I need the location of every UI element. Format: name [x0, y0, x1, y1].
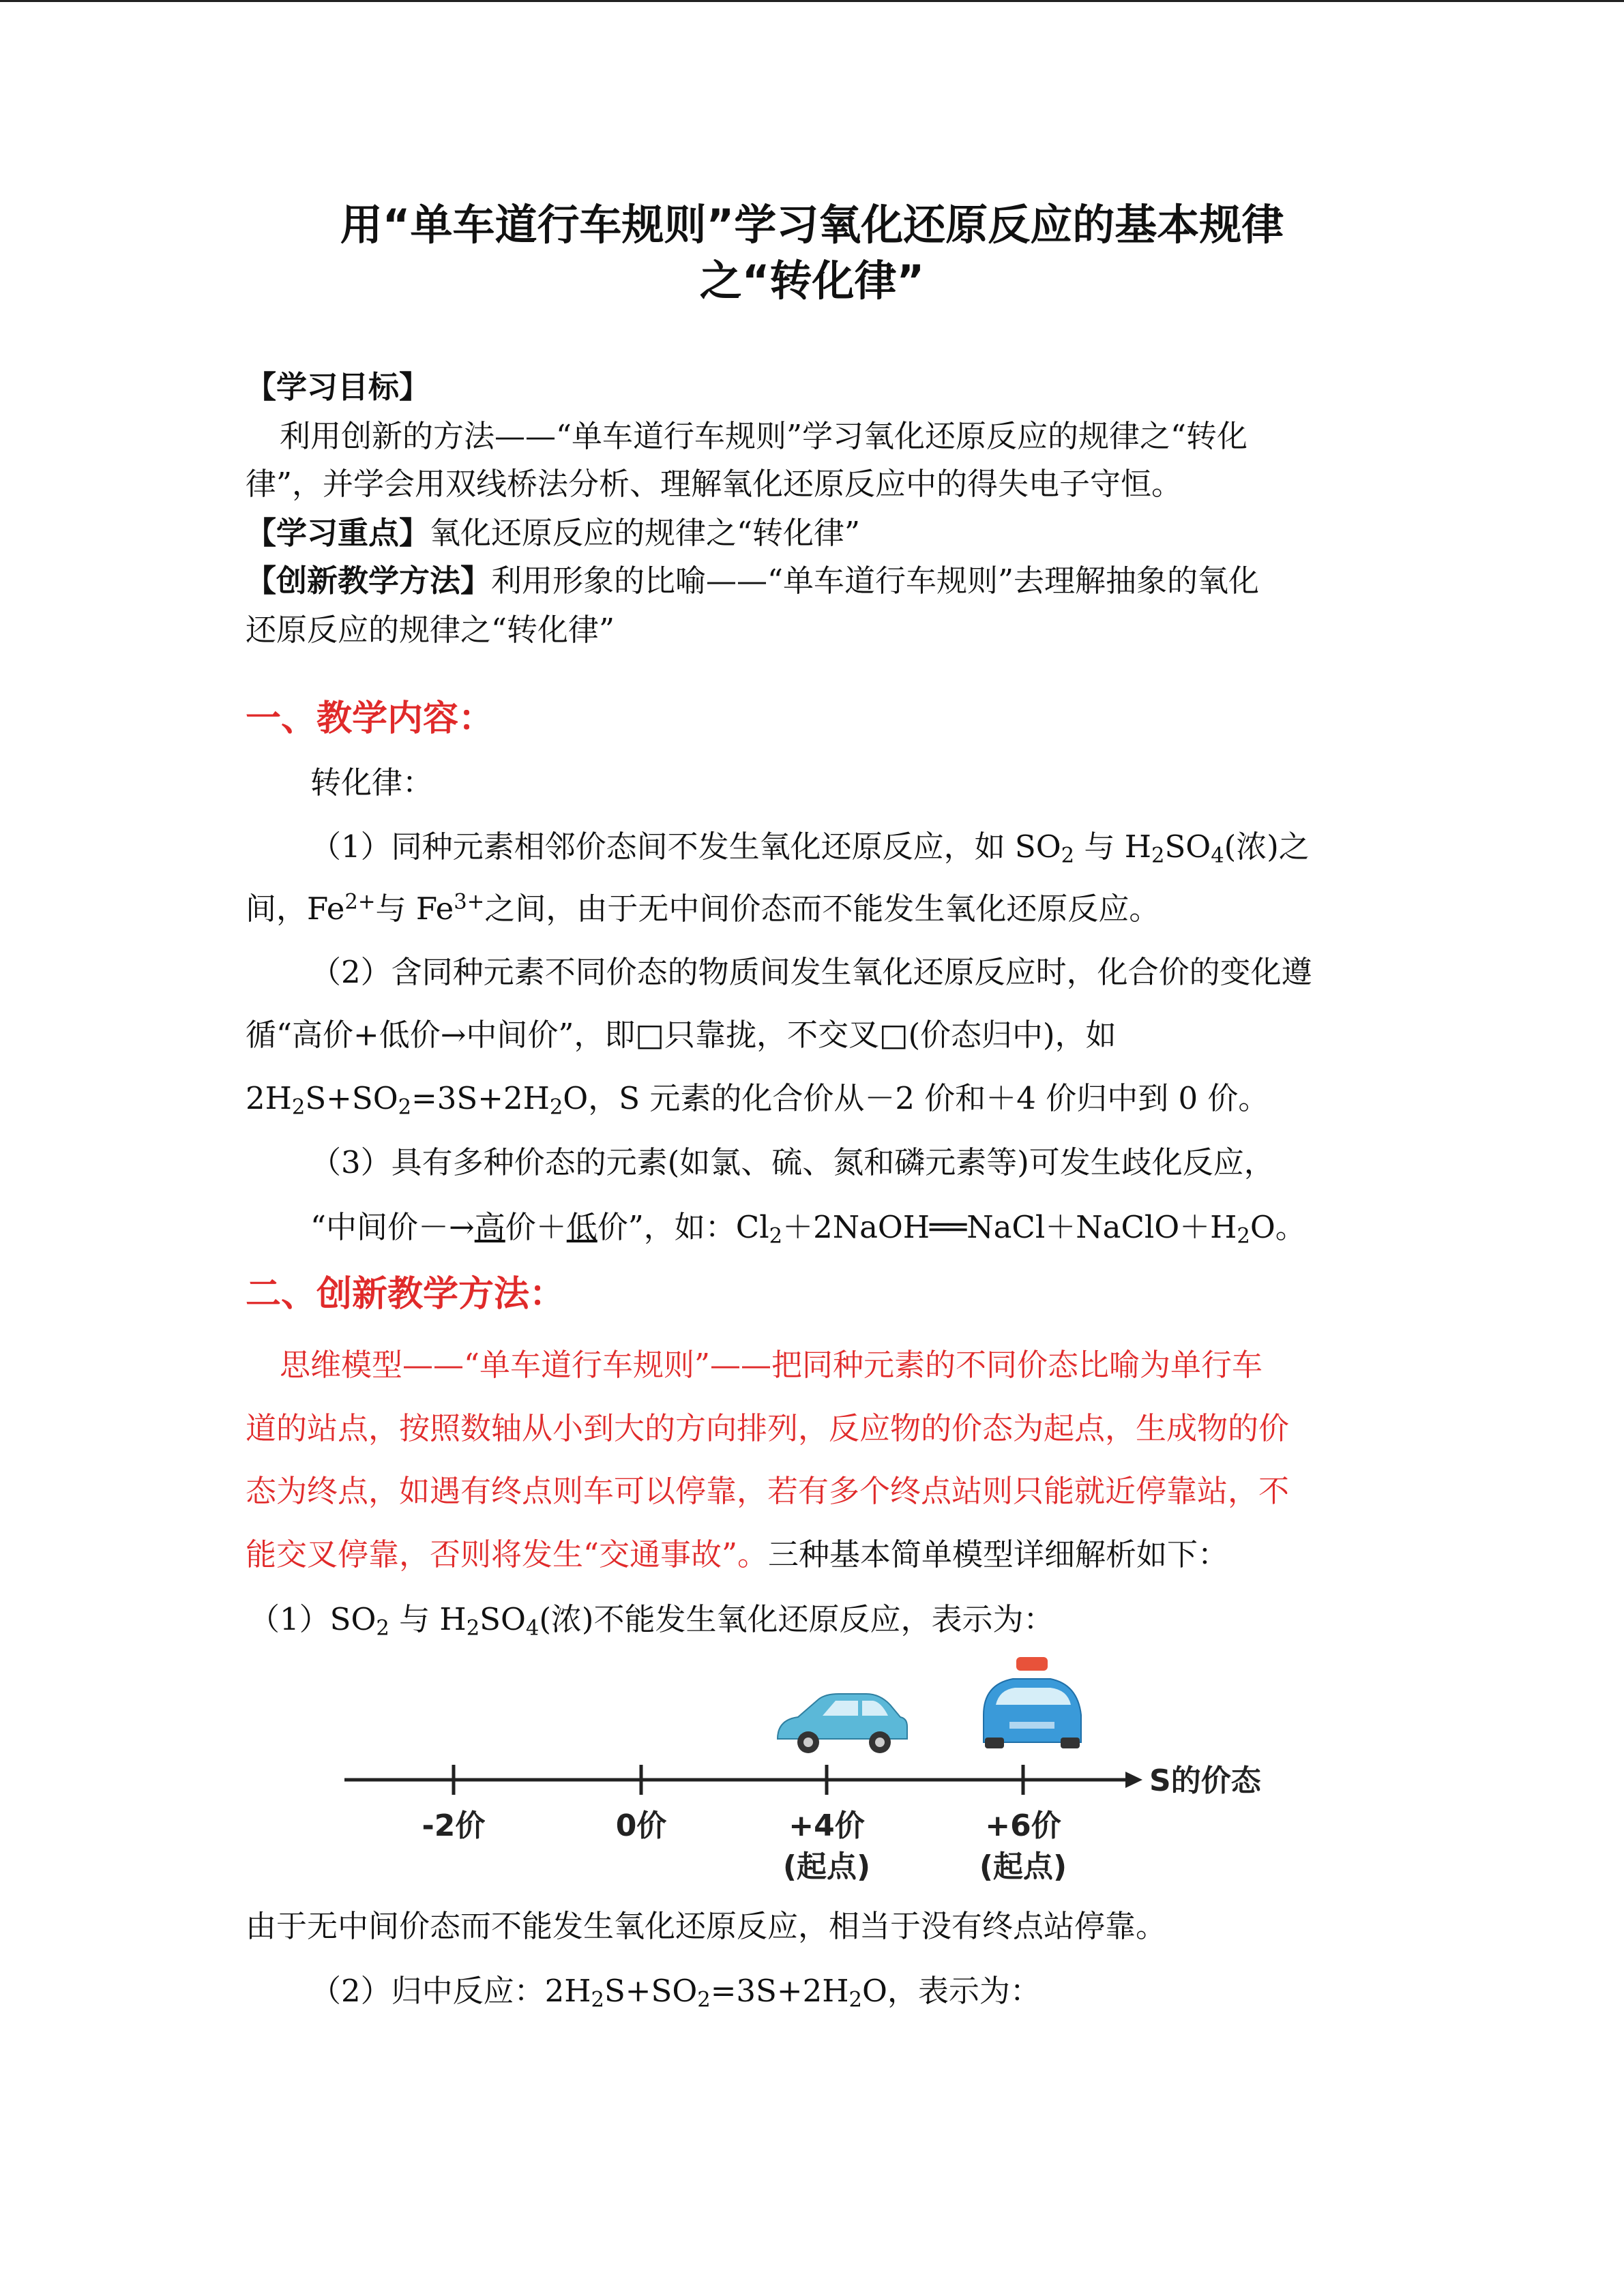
valence-axis-diagram	[334, 1657, 1289, 1889]
tick-label: +4价	[788, 1808, 865, 1843]
key-point-label: 【学习重点】	[246, 515, 430, 551]
tick-label: +6价	[985, 1808, 1061, 1843]
model-text-1: 思维模型——“单车道行车规则”——把同种元素的不同价态比喻为单行车	[280, 1347, 1263, 1383]
model-text-3: 态为终点，如遇有终点则车可以停靠，若有多个终点站则只能就近停靠站，不	[246, 1473, 1290, 1509]
page-title-line2: 之“转化律”	[699, 256, 925, 305]
section1-intro: 转化律：	[310, 764, 434, 801]
model-text-4: 能交叉停靠，否则将发生“交通事故”。三种基本简单模型详细解析如下：	[246, 1536, 1229, 1572]
case1-conclusion: 由于无中间价态而不能发生氧化还原反应，相当于没有终点站停靠。	[246, 1908, 1167, 1944]
method-text-2: 还原反应的规律之“转化律”	[246, 612, 615, 648]
method-text-1: 利用形象的比喻——“单车道行车规则”去理解抽象的氧化	[491, 563, 1260, 599]
rule2-line1: （2）含同种元素不同价态的物质间发生氧化还原反应时，化合价的变化遵	[310, 954, 1312, 990]
model-text-2: 道的站点，按照数轴从小到大的方向排列，反应物的价态为起点，生成物的价	[246, 1410, 1290, 1446]
top-border	[0, 0, 1624, 2]
rule2-line3: $2H_2S+SO_2=3S+2H_2O$，S 元素的化合价从－2 价和＋4 价归中到 0 价。	[246, 1080, 1269, 1120]
objectives-text-1: 利用创新的方法——“单车道行车规则”学习氧化还原反应的规律之“转化	[280, 418, 1248, 454]
key-point-text: 氧化还原反应的规律之“转化律”	[430, 515, 861, 551]
rule3-line2: “中间价－→高价＋低价”，如：$Cl_2+2NaOH══NaCl+NaClO+H_2O$。	[310, 1209, 1306, 1249]
key-point	[246, 513, 860, 554]
rule1-line2: 间，$Fe^{2+}$与 $Fe^{3+}$之间，由于无中间价态而不能发生氧化还原反应。	[246, 890, 1160, 927]
axis-label: S的价态	[1149, 1763, 1261, 1798]
rule3-line1: （3）具有多种价态的元素(如氯、硫、氮和磷元素等)可发生歧化反应，	[310, 1144, 1275, 1180]
page-title-line1: 用“单车道行车规则”学习氧化还原反应的基本规律	[340, 200, 1284, 250]
taxi-icon-plus6	[984, 1657, 1081, 1748]
tick-sublabel: (起点)	[979, 1849, 1067, 1884]
rule2-line2: 循“高价+低价→中间价”，即□只靠拢，不交叉□(价态归中)，如	[246, 1017, 1117, 1053]
objectives-text-2: 律”，并学会用双线桥法分析、理解氧化还原反应中的得失电子守恒。	[246, 466, 1183, 502]
method-label: 【创新教学方法】	[246, 563, 492, 599]
section2-heading: 二、创新教学方法：	[246, 1274, 565, 1315]
axis-arrow-icon	[1125, 1772, 1142, 1788]
tick-label: -2价	[422, 1808, 486, 1843]
method-line-1	[246, 561, 1259, 601]
tick-sublabel: (起点)	[782, 1849, 871, 1884]
tick-label: 0价	[615, 1808, 667, 1843]
objectives-label: 【学习目标】	[246, 369, 430, 405]
case1-title: $(1)SO_2$ 与 $H_2SO_4$(浓)不能发生氧化还原反应，表示为：	[249, 1601, 1054, 1641]
rule1-line1: （1）同种元素相邻价态间不发生氧化还原反应，如 $SO_2$ 与 $H_2SO_4$(浓)之	[310, 829, 1310, 868]
case2-title: （2）归中反应：$2H_2S+SO_2=3S+2H_2O$，表示为：	[310, 1973, 1041, 2012]
car-icon-plus4	[778, 1694, 907, 1753]
section1-heading: 一、教学内容：	[246, 698, 494, 739]
